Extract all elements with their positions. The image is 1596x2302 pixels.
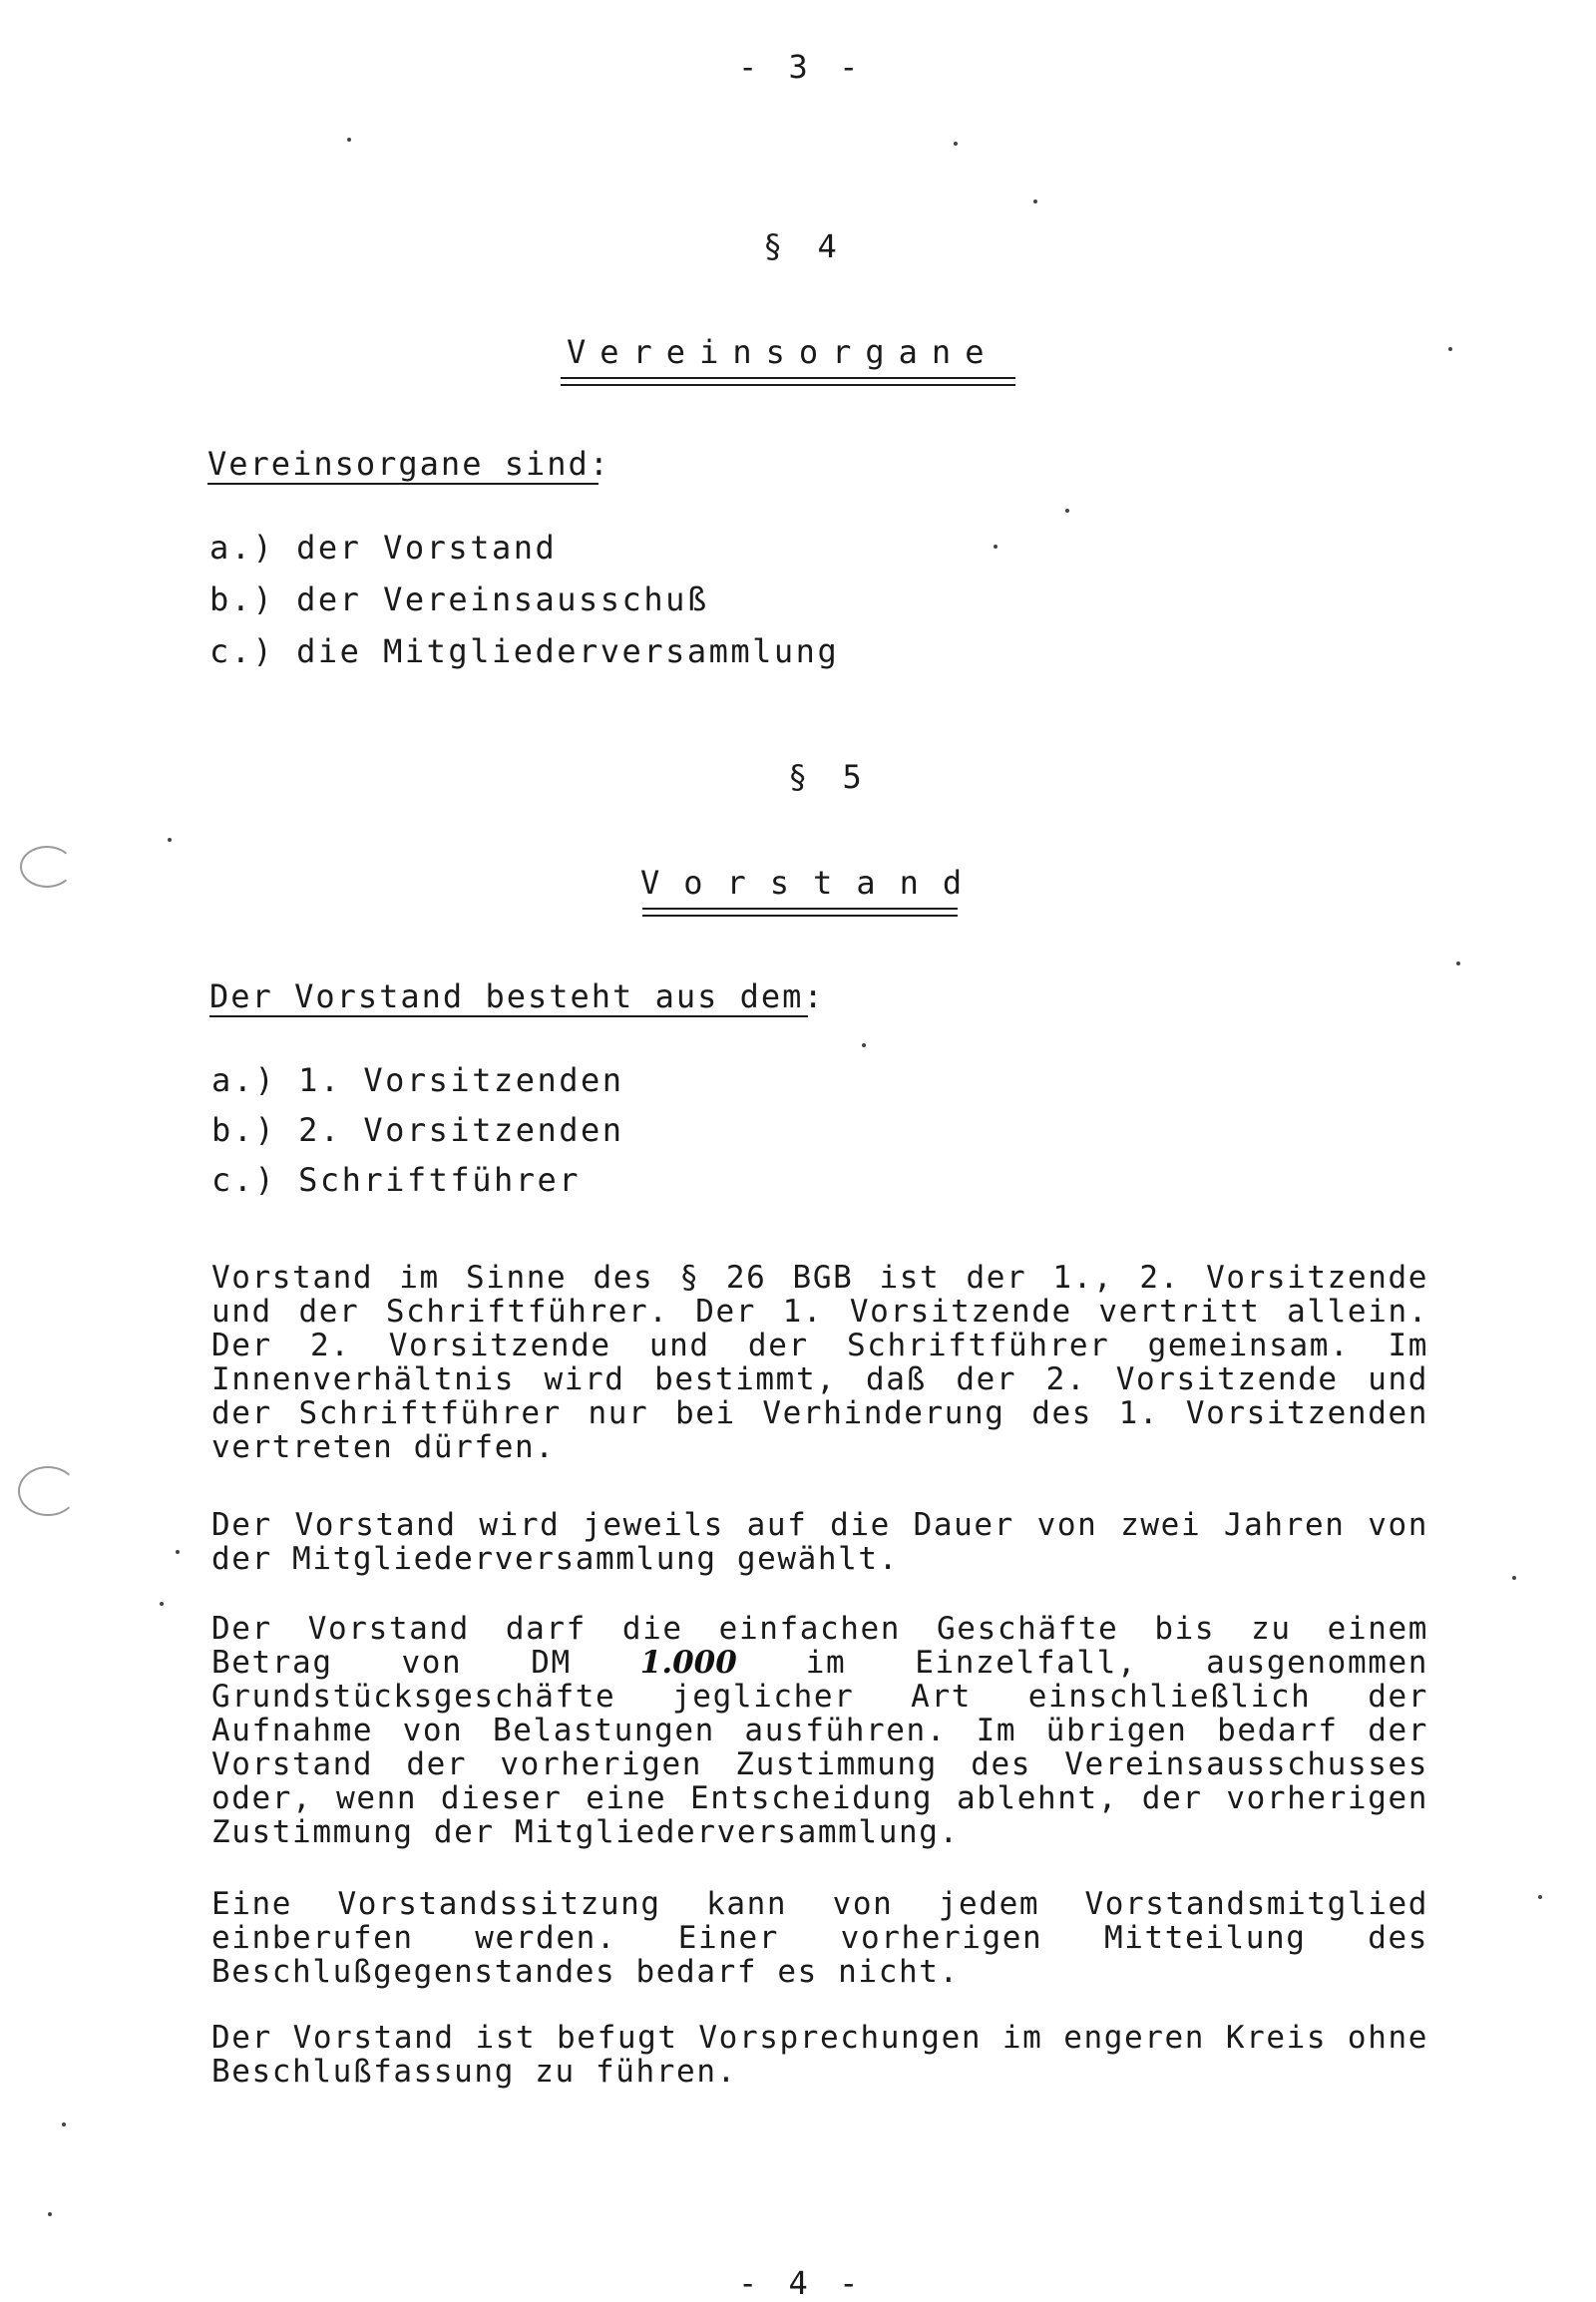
scan-speck — [954, 142, 958, 146]
section5-intro-underline — [209, 1015, 808, 1017]
scan-speck — [1512, 1576, 1516, 1580]
section5-heading: Vorstand — [640, 864, 987, 902]
scan-speck — [994, 545, 998, 549]
scan-speck — [1033, 199, 1037, 203]
punch-hole-upper — [20, 846, 74, 888]
scan-speck — [48, 2212, 52, 2216]
section4-heading-double-underline — [561, 377, 1015, 386]
list-item: b.) der Vereinsausschuß — [209, 580, 709, 618]
list-item: b.) 2. Vorsitzenden — [211, 1111, 624, 1149]
section4-paragraph-sign: § 4 — [763, 227, 845, 265]
section4-intro: Vereinsorgane sind: — [207, 445, 611, 483]
list-item: a.) 1. Vorsitzenden — [211, 1061, 624, 1099]
paragraph-preliminary-talks: Der Vorstand ist befugt Vorsprechungen im engeren Kreis ohne Beschlußfassung zu führen. — [211, 2020, 1428, 2090]
scan-speck — [347, 138, 351, 142]
list-item: c.) die Mitgliederversammlung — [209, 632, 840, 670]
handwritten-amount: 1.000 — [639, 1645, 737, 1681]
list-item: c.) Schriftführer — [211, 1161, 582, 1199]
scan-speck — [62, 2122, 66, 2126]
section4-heading: Vereinsorgane — [567, 333, 998, 371]
section5-paragraph-sign: § 5 — [788, 758, 870, 796]
scan-speck — [176, 1550, 180, 1554]
section5-heading-double-underline — [642, 908, 958, 917]
scan-speck — [1538, 1895, 1542, 1899]
paragraph-business-limit — [211, 1612, 1428, 1849]
list-item: a.) der Vorstand — [209, 529, 558, 567]
section5-intro: Der Vorstand besteht aus dem: — [209, 977, 825, 1015]
page-number-top: - 3 - — [738, 48, 865, 86]
punch-hole-lower — [18, 1466, 78, 1516]
paragraph-vorstand-bgb: Vorstand im Sinne des § 26 BGB ist der 1., 2. Vorsitzende und der Schriftführer. Der 1. Vorsitzende vertritt allein. Der 2. Vorsitzende und der Schriftführer gemeinsam. Im Innenverhältnis wird bestimmt, daß der 2. Vorsitzende und der Schriftführer nur bei Verhinderung des 1. Vorsitzenden vertreten dürfen. — [211, 1260, 1428, 1465]
scan-speck — [168, 838, 172, 842]
scan-speck — [862, 1043, 866, 1047]
section4-intro-underline — [207, 483, 598, 485]
page-number-bottom: - 4 - — [738, 2264, 865, 2302]
business-text-before-amount: Der Vorstand darf die einfachen Geschäfte bis zu einem Betrag von DM — [211, 1611, 1428, 1681]
scan-speck — [160, 1602, 164, 1606]
scan-speck — [1456, 961, 1460, 965]
paragraph-term-of-office: Der Vorstand wird jeweils auf die Dauer von zwei Jahren von der Mitgliederversammlung gewählt. — [211, 1507, 1428, 1577]
business-text-after-amount: im Einzelfall, ausgenommen Grundstücksgeschäfte jeglicher Art einschließlich der Aufnahme von Belastungen ausführen. Im übrigen bedarf der Vorstand der vorherigen Zustimmung des Vereinsausschusses oder, wenn dieser eine Entscheidung ablehnt, der vorherigen Zustimmung der Mitgliederversammlung. — [211, 1645, 1428, 1850]
paragraph-board-meeting: Eine Vorstandssitzung kann von jedem Vorstandsmitglied einberufen werden. Einer vorherigen Mitteilung des Beschlußgegenstandes bedarf es nicht. — [211, 1886, 1428, 1990]
scan-speck — [1448, 347, 1452, 351]
scan-speck — [1065, 509, 1069, 513]
